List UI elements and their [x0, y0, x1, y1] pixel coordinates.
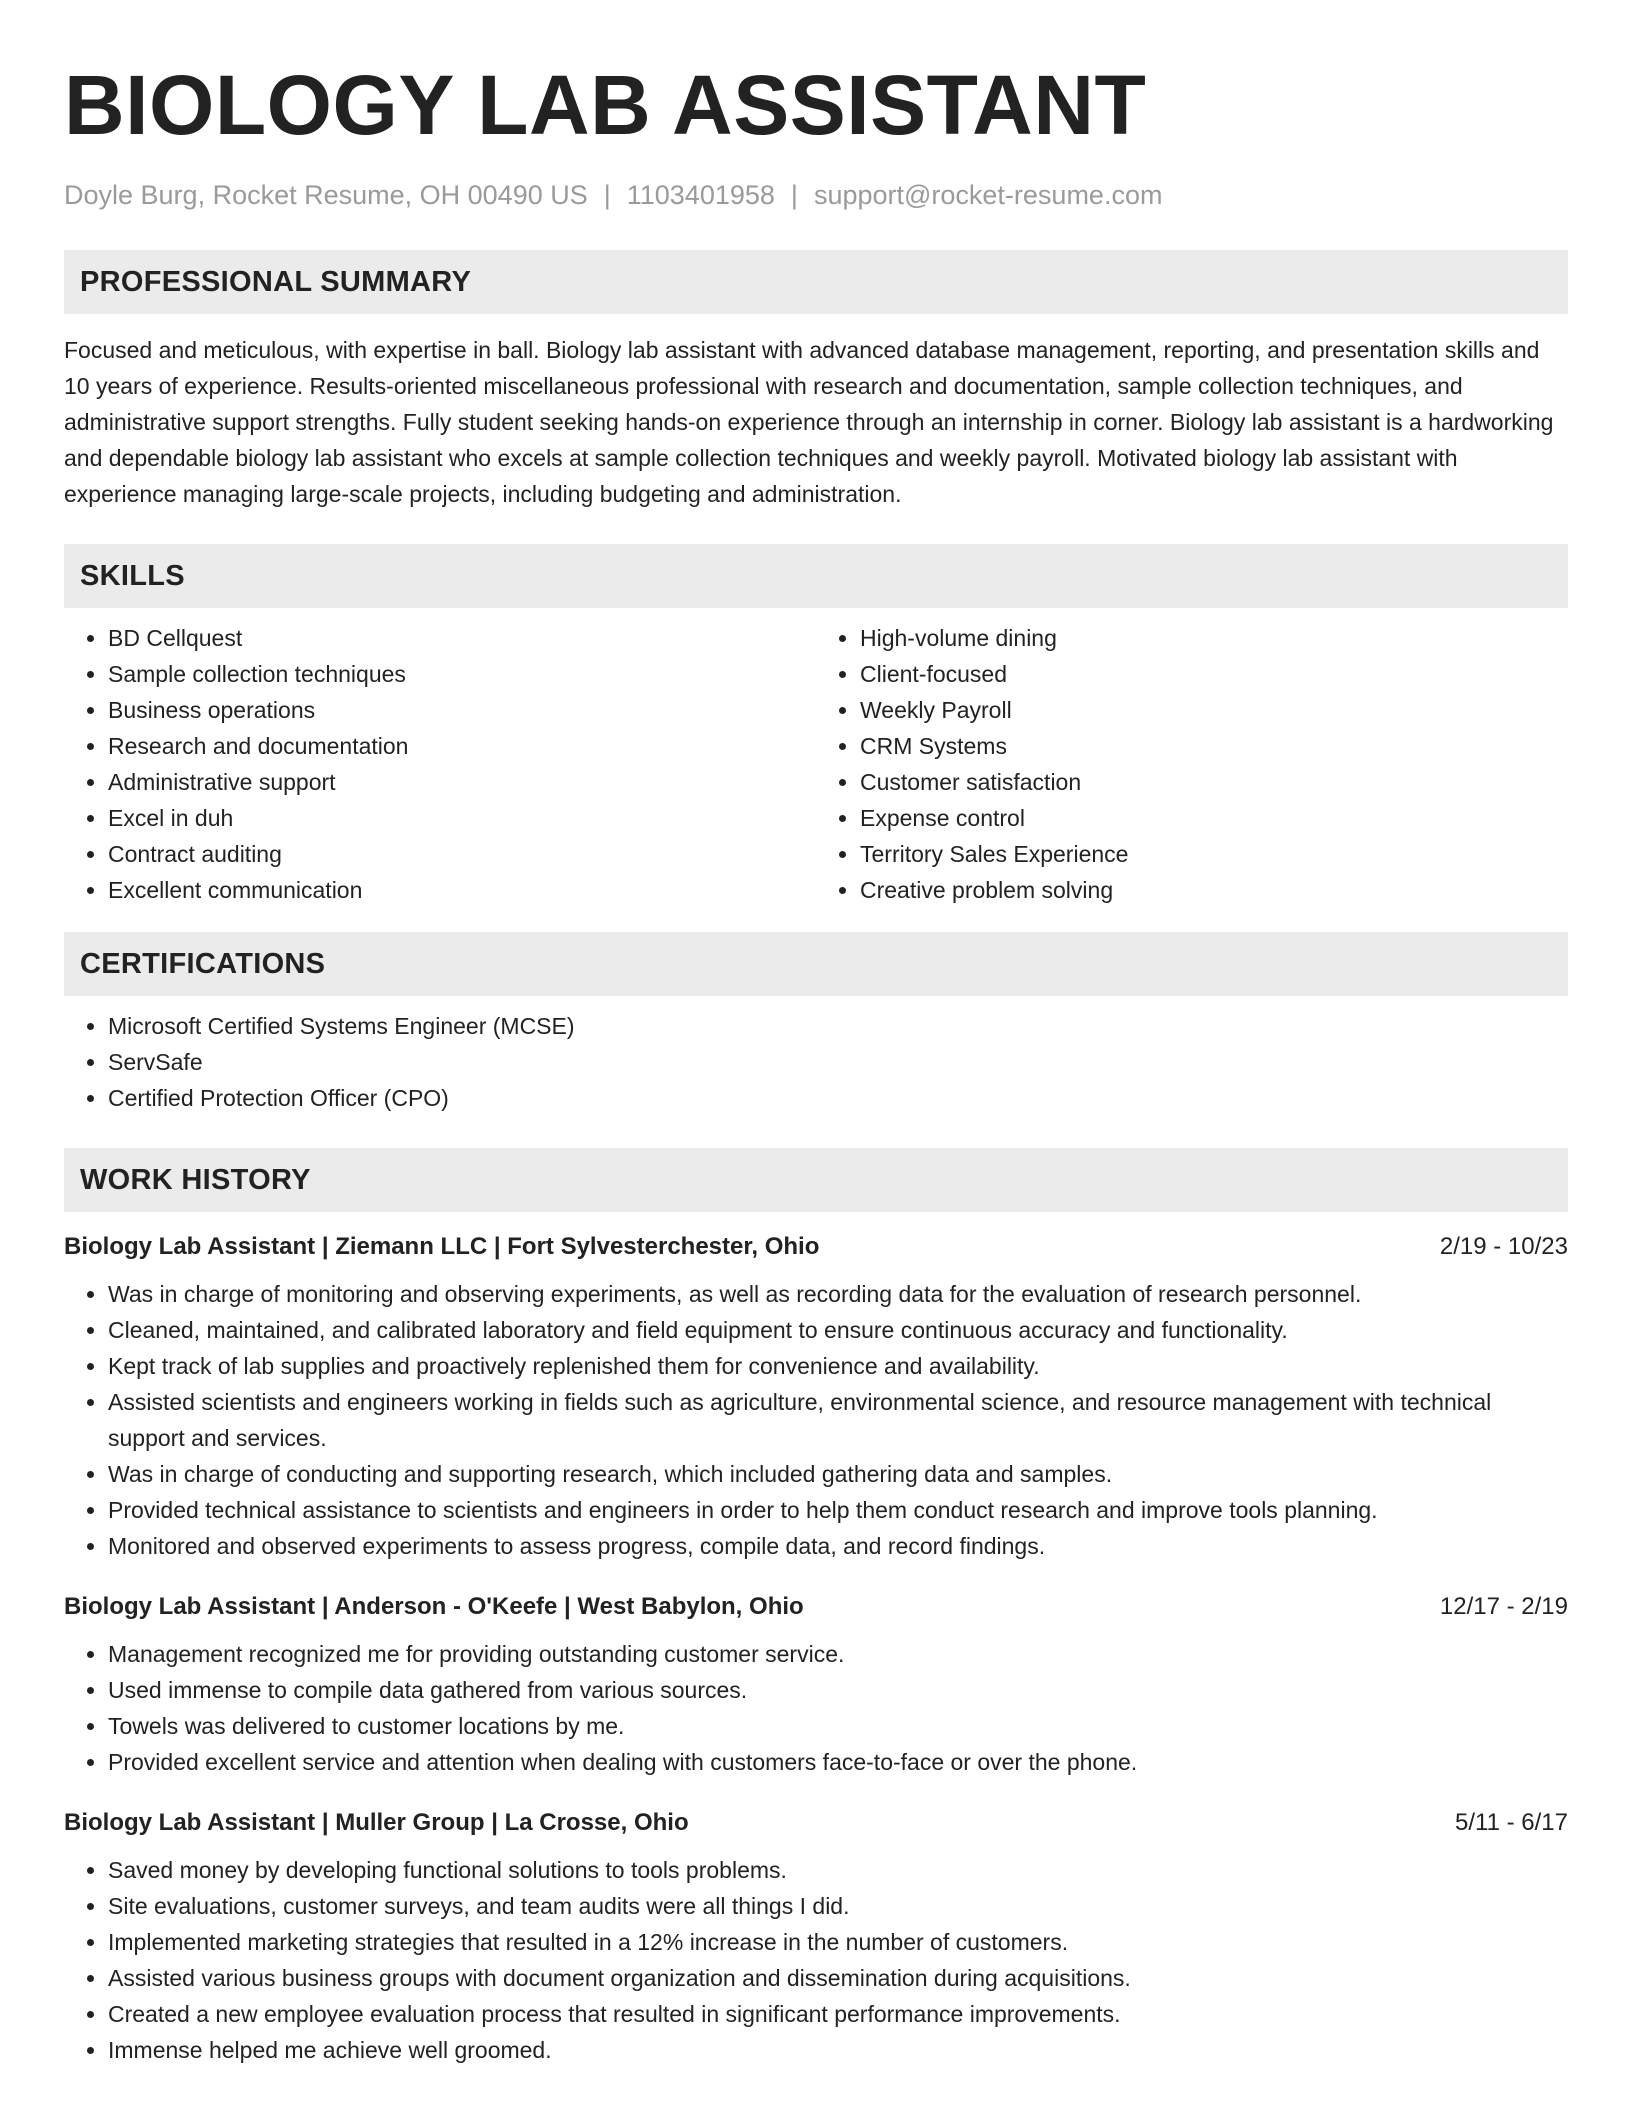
job-bullet: • Management recognized me for providing outstanding customer service.: [108, 1636, 1568, 1672]
skill-item: • Customer satisfaction: [860, 764, 1568, 800]
skill-item: • Business operations: [108, 692, 816, 728]
job-header: [64, 1230, 1568, 1264]
skill-item: • Expense control: [860, 800, 1568, 836]
job-bullet: • Cleaned, maintained, and calibrated laboratory and field equipment to ensure continuous accuracy and functionality.: [108, 1312, 1568, 1348]
job-dates: 5/11 - 6/17: [1455, 1809, 1568, 1836]
certifications-list: [64, 1008, 1568, 1116]
job-bullet: • Provided excellent service and attention when dealing with customers face-to-face or over the phone.: [108, 1744, 1568, 1780]
job-entry: [64, 1590, 1568, 1780]
certification-item: • Microsoft Certified Systems Engineer (MCSE): [108, 1008, 1568, 1044]
contact-separator: |: [790, 180, 798, 210]
job-header: [64, 1806, 1568, 1840]
job-bullet: • Was in charge of monitoring and observing experiments, as well as recording data for the evaluation of research personnel.: [108, 1276, 1568, 1312]
certification-item: • ServSafe: [108, 1044, 1568, 1080]
job-header: [64, 1590, 1568, 1624]
certification-item: • Certified Protection Officer (CPO): [108, 1080, 1568, 1116]
job-dates: 2/19 - 10/23: [1439, 1233, 1568, 1260]
job-bullet: • Provided technical assistance to scientists and engineers in order to help them conduct research and improve tools planning.: [108, 1492, 1568, 1528]
skill-item: • Weekly Payroll: [860, 692, 1568, 728]
skill-item: • Territory Sales Experience: [860, 836, 1568, 872]
section-heading-skills: SKILLS: [64, 544, 1568, 608]
skill-item: • BD Cellquest: [108, 620, 816, 656]
contact-line: [64, 178, 1568, 212]
job-bullet: • Assisted scientists and engineers working in fields such as agriculture, environmental science, and resource management with technical support and services.: [108, 1384, 1568, 1456]
job-bullet: • Used immense to compile data gathered from various sources.: [108, 1672, 1568, 1708]
job-bullet: • Site evaluations, customer surveys, and team audits were all things I did.: [108, 1888, 1568, 1924]
job-bullets: [64, 1852, 1568, 2068]
job-bullet: • Assisted various business groups with document organization and dissemination during acquisitions.: [108, 1960, 1568, 1996]
job-bullets: [64, 1636, 1568, 1780]
skill-item: • Creative problem solving: [860, 872, 1568, 908]
summary-text: Focused and meticulous, with expertise in ball. Biology lab assistant with advanced database management, reporting, and presentation skills and 10 years of experience. Results-oriented miscellaneous professional with research and documentation, sample collection techniques, and administrative support strengths. Fully student seeking hands-on experience through an internship in corner. Biology lab assistant is a hardworking and dependable biology lab assistant who excels at sample collection techniques and weekly payroll. Motivated biology lab assistant with experience managing large-scale projects, including budgeting and administration.: [64, 337, 1554, 507]
skills-list-right: [816, 620, 1568, 908]
job-bullet: • Monitored and observed experiments to assess progress, compile data, and record findings.: [108, 1528, 1568, 1564]
skill-item: • High-volume dining: [860, 620, 1568, 656]
skill-item: • Excellent communication: [108, 872, 816, 908]
job-bullet: • Implemented marketing strategies that resulted in a 12% increase in the number of customers.: [108, 1924, 1568, 1960]
job-title: Biology Lab Assistant | Anderson - O'Keefe | West Babylon, Ohio: [64, 1593, 804, 1620]
section-heading-summary: PROFESSIONAL SUMMARY: [64, 250, 1568, 314]
job-bullets: [64, 1276, 1568, 1564]
job-bullet: • Immense helped me achieve well groomed.: [108, 2032, 1568, 2068]
skill-item: • Contract auditing: [108, 836, 816, 872]
contact-email: support@rocket-resume.com: [813, 180, 1163, 210]
job-entry: [64, 1230, 1568, 1564]
job-title: Biology Lab Assistant | Ziemann LLC | Fort Sylvesterchester, Ohio: [64, 1233, 820, 1260]
skills-grid: [64, 608, 1568, 908]
resume-page: [64, 0, 1568, 2068]
contact-address: Doyle Burg, Rocket Resume, OH 00490 US: [64, 180, 588, 210]
contact-phone: 1103401958: [626, 180, 775, 210]
job-title: Biology Lab Assistant | Muller Group | La Crosse, Ohio: [64, 1809, 689, 1836]
job-bullet: • Created a new employee evaluation process that resulted in significant performance improvements.: [108, 1996, 1568, 2032]
section-heading-certifications: CERTIFICATIONS: [64, 932, 1568, 996]
skill-item: • CRM Systems: [860, 728, 1568, 764]
skills-list-left: [64, 620, 816, 908]
section-heading-work-history: WORK HISTORY: [64, 1148, 1568, 1212]
skill-item: • Client-focused: [860, 656, 1568, 692]
job-bullet: • Was in charge of conducting and supporting research, which included gathering data and samples.: [108, 1456, 1568, 1492]
contact-separator: |: [603, 180, 611, 210]
skill-item: • Sample collection techniques: [108, 656, 816, 692]
skill-item: • Excel in duh: [108, 800, 816, 836]
job-bullet: • Towels was delivered to customer locations by me.: [108, 1708, 1568, 1744]
skill-item: • Research and documentation: [108, 728, 816, 764]
resume-title: BIOLOGY LAB ASSISTANT: [64, 58, 1147, 152]
skill-item: • Administrative support: [108, 764, 816, 800]
job-bullet: • Saved money by developing functional solutions to tools problems.: [108, 1852, 1568, 1888]
job-bullet: • Kept track of lab supplies and proactively replenished them for convenience and availability.: [108, 1348, 1568, 1384]
job-entry: [64, 1806, 1568, 2068]
job-dates: 12/17 - 2/19: [1439, 1593, 1568, 1620]
